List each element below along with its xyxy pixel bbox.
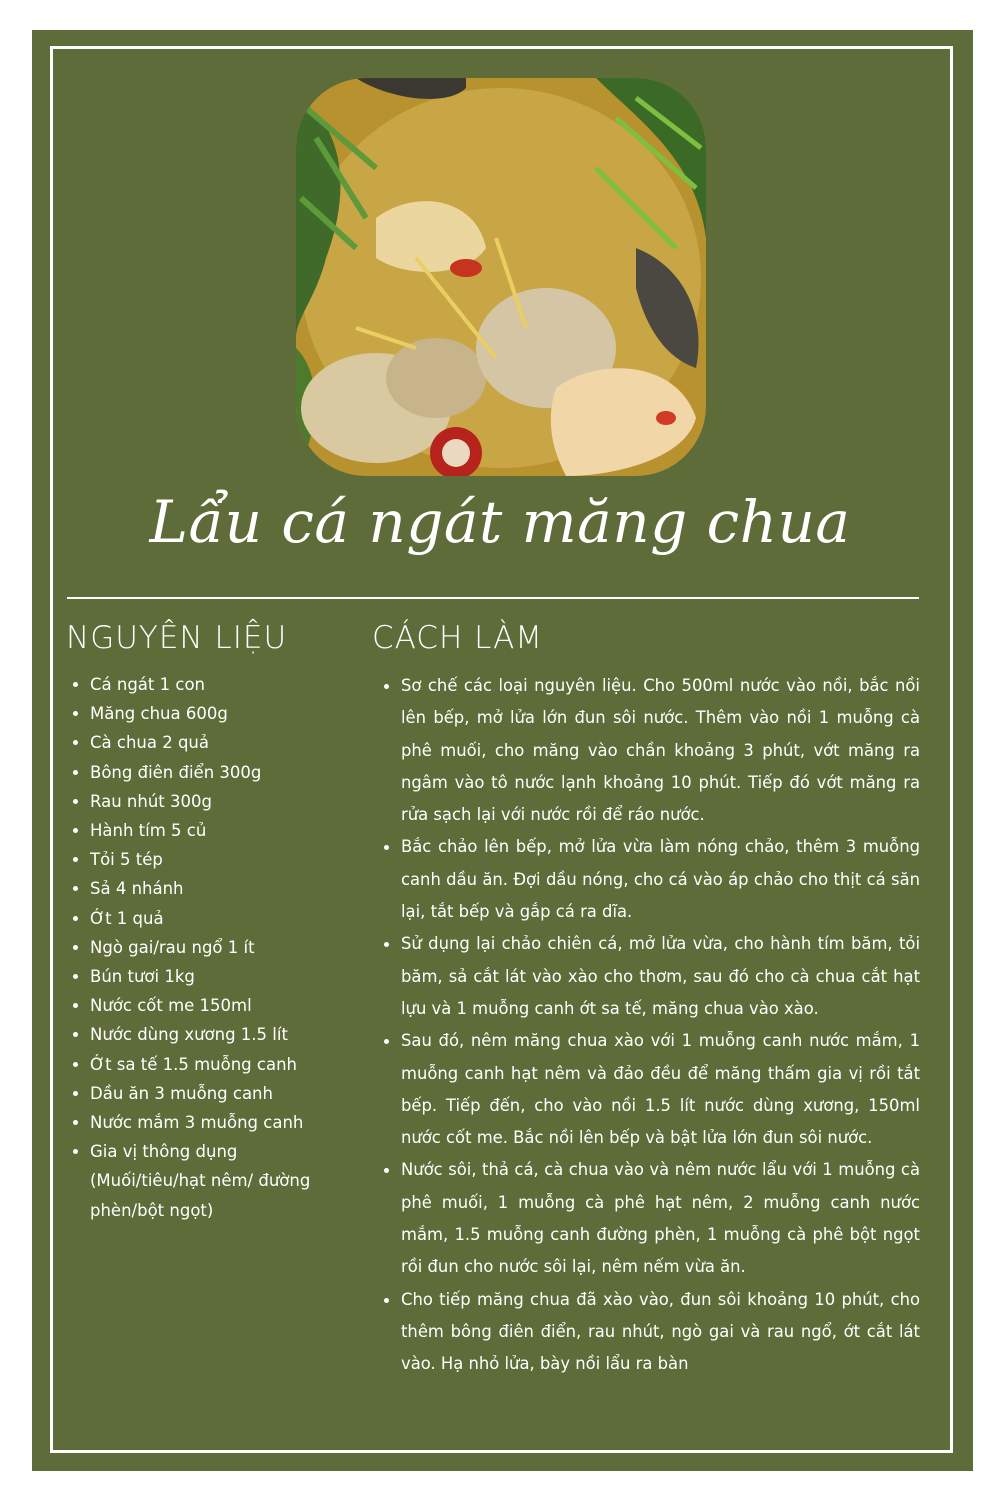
step-item: Nước sôi, thả cá, cà chua vào và nêm nước lẩu với 1 muỗng cà phê muối, 1 muỗng cà phê hạt nêm, 2 muỗng canh nước mắm, 1.5 muỗng canh đường phèn, 1 muỗng cà phê bột ngọt rồi đun cho nước sôi lại, nêm nếm vừa ăn.: [372, 1154, 920, 1283]
hotpot-photo: [296, 78, 706, 476]
list-item: Rau nhút 300g: [66, 787, 356, 816]
step-item: Sơ chế các loại nguyên liệu. Cho 500ml nước vào nồi, bắc nồi lên bếp, mở lửa lớn đun sôi nước. Thêm vào nồi 1 muỗng cà phê muối, cho măng vào chần khoảng 3 phút, vớt măng ra ngâm vào tô nước lạnh khoảng 10 phút. Tiếp đó vớt măng ra rửa sạch lại với nước rồi để ráo nước.: [372, 670, 920, 831]
list-item: Dầu ăn 3 muỗng canh: [66, 1079, 356, 1108]
list-item: Bông điên điển 300g: [66, 758, 356, 787]
list-item: Ngò gai/rau ngổ 1 ít: [66, 933, 356, 962]
step-item: Cho tiếp măng chua đã xào vào, đun sôi khoảng 10 phút, cho thêm bông điên điển, rau nhút, ngò gai và rau ngổ, ớt cắt lát vào. Hạ nhỏ lửa, bày nồi lẩu ra bàn: [372, 1284, 920, 1381]
list-item: Nước dùng xương 1.5 lít: [66, 1020, 356, 1049]
list-item: Gia vị thông dụng (Muối/tiêu/hạt nêm/ đường phèn/bột ngọt): [66, 1137, 356, 1225]
list-item: Ớt sa tế 1.5 muỗng canh: [66, 1050, 356, 1079]
ingredients-section: [66, 618, 356, 1225]
step-item: Sử dụng lại chảo chiên cá, mở lửa vừa, cho hành tím băm, tỏi băm, sả cắt lát vào xào cho thơm, sau đó cho cà chua cắt hạt lựu và 1 muỗng canh ớt sa tế, măng chua vào xào.: [372, 928, 920, 1025]
method-section: [372, 618, 920, 1381]
method-heading: CÁCH LÀM: [372, 620, 544, 656]
list-item: Ớt 1 quả: [66, 904, 356, 933]
step-item: Bắc chảo lên bếp, mở lửa vừa làm nóng chảo, thêm 3 muỗng canh dầu ăn. Đợi dầu nóng, cho cá vào áp chảo cho thịt cá săn lại, tắt bếp và gắp cá ra dĩa.: [372, 831, 920, 928]
recipe-title: Lẩu cá ngát măng chua: [149, 488, 851, 556]
list-item: Nước cốt me 150ml: [66, 991, 356, 1020]
list-item: Măng chua 600g: [66, 699, 356, 728]
list-item: Sả 4 nhánh: [66, 874, 356, 903]
ingredients-heading: NGUYÊN LIỆU: [66, 620, 288, 656]
list-item: Cà chua 2 quả: [66, 728, 356, 757]
list-item: Bún tươi 1kg: [66, 962, 356, 991]
list-item: Nước mắm 3 muỗng canh: [66, 1108, 356, 1137]
ingredients-list: [66, 670, 356, 1225]
divider-line: [67, 597, 919, 599]
list-item: Tỏi 5 tép: [66, 845, 356, 874]
list-item: Hành tím 5 củ: [66, 816, 356, 845]
method-steps-list: [372, 670, 920, 1381]
list-item: Cá ngát 1 con: [66, 670, 356, 699]
step-item: Sau đó, nêm măng chua xào với 1 muỗng canh nước mắm, 1 muỗng canh hạt nêm và đảo đều để măng thấm gia vị rồi tắt bếp. Tiếp đến, cho vào nồi 1.5 lít nước dùng xương, 150ml nước cốt me. Bắc nồi lên bếp và bật lửa lớn đun sôi nước.: [372, 1025, 920, 1154]
